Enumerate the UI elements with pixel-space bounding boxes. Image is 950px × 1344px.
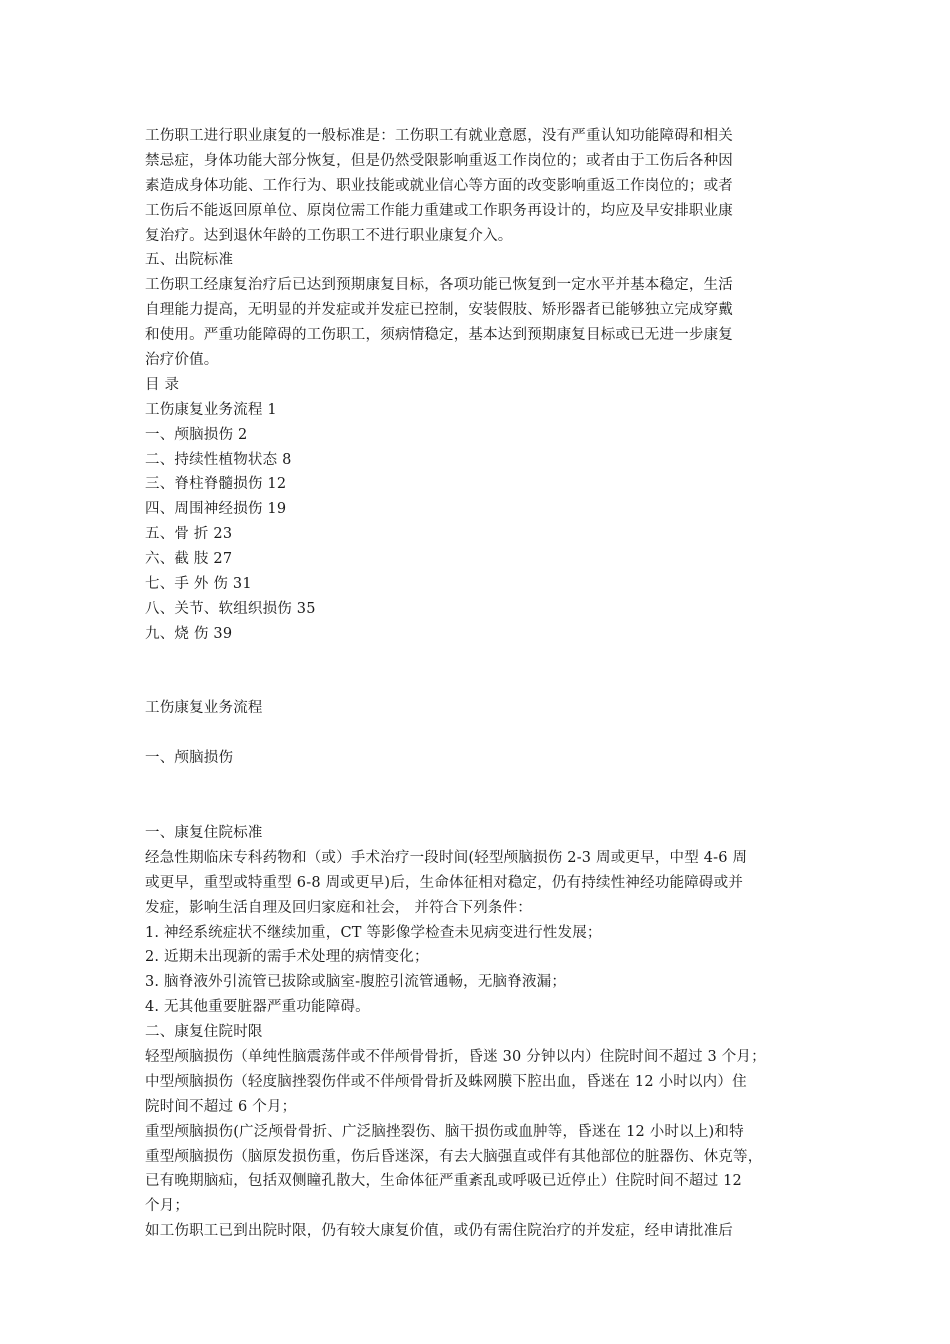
chapter-title: 一、颅脑损伤	[145, 750, 234, 767]
text-line: 治疗价值。	[145, 352, 219, 369]
text-line: 经急性期临床专科药物和（或）手术治疗一段时间(轻型颅脑损伤 2-3 周或更早，中型 4-6 周	[145, 849, 748, 866]
list-item: 2. 近期未出现新的需手术处理的病情变化；	[145, 949, 429, 966]
text-line: 素造成身体功能、工作行为、职业技能或就业信心等方面的改变影响重返工作岗位的；或者	[145, 177, 733, 194]
toc-item[interactable]: 五、骨 折 23	[145, 526, 233, 543]
list-item: 4. 无其他重要脏器严重功能障碍。	[145, 999, 370, 1016]
text-line: 重型颅脑损伤(广泛颅骨骨折、广泛脑挫裂伤、脑干损伤或血肿等，昏迷在 12 小时以上)和特	[145, 1123, 744, 1140]
discharge-paragraph	[145, 273, 810, 373]
list-item: 3. 脑脊液外引流管已拔除或脑室-腹腔引流管通畅，无脑脊液漏；	[145, 974, 567, 991]
text-line: 个月；	[145, 1198, 190, 1215]
toc-item[interactable]: 七、手 外 伤 31	[145, 576, 252, 593]
text-line: 或更早，重型或特重型 6-8 周或更早)后，生命体征相对稳定，仍有持续性神经功能障碍或并	[145, 874, 744, 891]
text-line: 如工伤职工已到出院时限，仍有较大康复价值，或仍有需住院治疗的并发症，经申请批准后	[145, 1223, 733, 1240]
intro-paragraph	[145, 124, 810, 248]
text-line: 工伤后不能返回原单位、原岗位需工作能力重建或工作职务再设计的，均应及早安排职业康	[145, 202, 733, 219]
text-line: 和使用。严重功能障碍的工伤职工，须病情稳定，基本达到预期康复目标或已无进一步康复	[145, 327, 733, 344]
text-line: 工伤职工进行职业康复的一般标准是：工伤职工有就业意愿，没有严重认知功能障碍和相关	[145, 128, 733, 144]
toc-item[interactable]: 二、持续性植物状态 8	[145, 451, 292, 468]
section-title: 工伤康复业务流程	[145, 700, 263, 717]
text-line: 已有晚期脑疝，包括双侧瞳孔散大，生命体征严重紊乱或呼吸已近停止）住院时间不超过 12	[145, 1173, 742, 1190]
text-line: 重型颅脑损伤（脑原发损伤重，伤后昏迷深，有去大脑强直或伴有其他部位的脏器伤、休克等，	[145, 1148, 763, 1165]
toc-item[interactable]: 一、颅脑损伤 2	[145, 426, 248, 443]
text-line: 院时间不超过 6 个月；	[145, 1098, 297, 1115]
toc-item[interactable]: 八、关节、软组织损伤 35	[145, 600, 316, 617]
toc-title: 目 录	[145, 376, 180, 393]
toc-item[interactable]: 四、周围神经损伤 19	[145, 501, 287, 518]
document-page	[145, 124, 810, 1244]
text-line: 禁忌症，身体功能大部分恢复，但是仍然受限影响重返工作岗位的；或者由于工伤后各种因	[145, 152, 733, 169]
toc-item[interactable]: 九、烧 伤 39	[145, 625, 233, 642]
toc-item[interactable]: 工伤康复业务流程 1	[145, 401, 277, 418]
toc-item[interactable]: 六、截 肢 27	[145, 551, 233, 568]
admission-heading: 一、康复住院标准	[145, 824, 263, 841]
duration-heading: 二、康复住院时限	[145, 1024, 263, 1041]
duration-paragraph	[145, 1045, 810, 1244]
text-line: 中型颅脑损伤（轻度脑挫裂伤伴或不伴颅骨骨折及蛛网膜下腔出血，昏迷在 12 小时以内）住	[145, 1073, 747, 1090]
text-line: 工伤职工经康复治疗后已达到预期康复目标，各项功能已恢复到一定水平并基本稳定，生活	[145, 277, 733, 294]
toc-list	[145, 398, 810, 647]
list-item: 1. 神经系统症状不继续加重，CT 等影像学检查未见病变进行性发展；	[145, 924, 602, 941]
text-line: 自理能力提高，无明显的并发症或并发症已控制，安装假肢、矫形器者已能够独立完成穿戴	[145, 302, 733, 319]
text-line: 复治疗。达到退休年龄的工伤职工不进行职业康复介入。	[145, 227, 513, 244]
text-line: 轻型颅脑损伤（单纯性脑震荡伴或不伴颅骨骨折，昏迷 30 分钟以内）住院时间不超过 3 个月；	[145, 1048, 766, 1065]
toc-item[interactable]: 三、脊柱脊髓损伤 12	[145, 476, 287, 493]
discharge-heading: 五、出院标准	[145, 252, 234, 269]
admission-paragraph	[145, 846, 810, 1020]
text-line: 发症，影响生活自理及回归家庭和社会， 并符合下列条件：	[145, 899, 533, 916]
